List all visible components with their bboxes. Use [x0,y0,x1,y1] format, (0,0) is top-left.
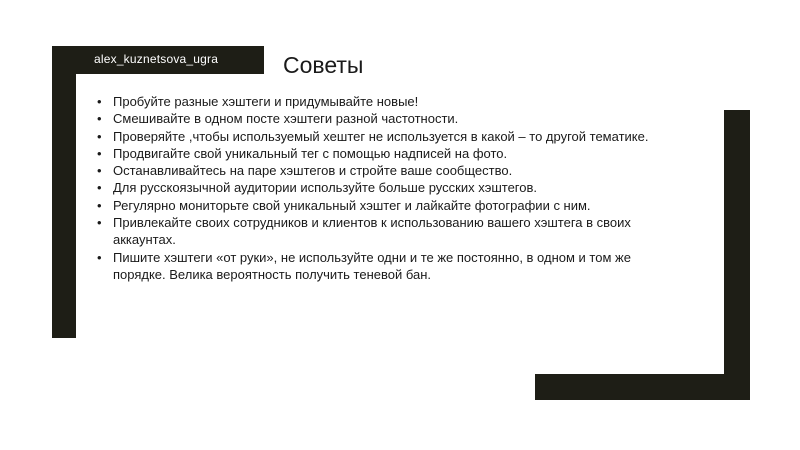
author-handle: alex_kuznetsova_ugra [94,52,219,66]
frame-bar-right [724,110,750,400]
tip-item: • Продвигайте свой уникальный тег с помощью надписей на фото. [97,145,667,162]
tip-item: • Регулярно мониторьте свой уникальный хэштег и лайкайте фотографии с ним. [97,197,667,214]
tip-item: • Смешивайте в одном посте хэштеги разной частотности. [97,110,667,127]
frame-bar-left [52,46,76,338]
tip-item: • Привлекайте своих сотрудников и клиентов к использованию вашего хэштега в своих аккаунтах. [97,214,667,249]
tip-item: • Проверяйте ,чтобы используемый хештег не используется в какой – то другой тематике. [97,128,667,145]
slide-title: Советы [283,52,364,78]
tip-item: • Для русскоязычной аудитории используйте больше русских хэштегов. [97,179,667,196]
frame-bar-bottom [535,374,750,400]
tips-list [97,93,667,283]
tip-item: • Останавливайтесь на паре хэштегов и стройте ваше сообщество. [97,162,667,179]
tip-item: • Пробуйте разные хэштеги и придумывайте новые! [97,93,667,110]
tip-item: • Пишите хэштеги «от руки», не используйте одни и те же постоянно, в одном и том же порядке. Велика вероятность получить теневой бан. [97,249,667,284]
